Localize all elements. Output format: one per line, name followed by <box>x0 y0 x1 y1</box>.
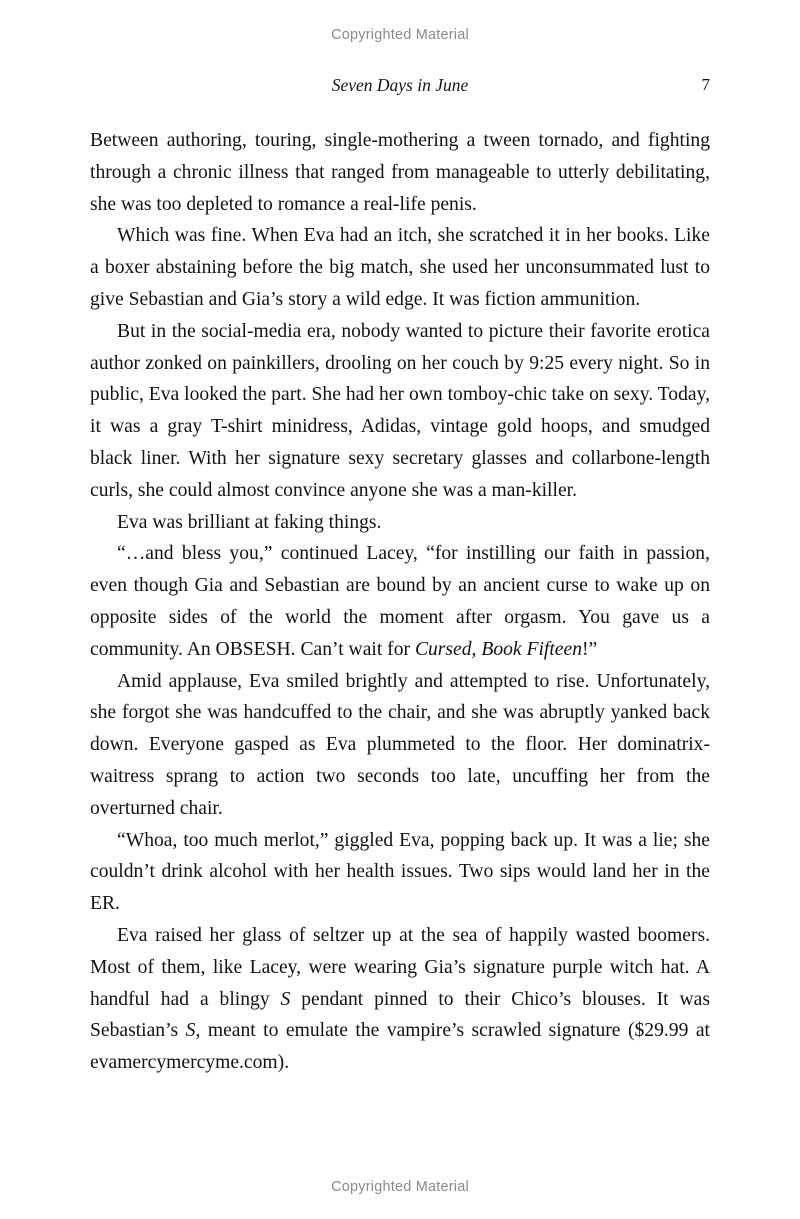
copyright-notice-top: Copyrighted Material <box>331 27 469 43</box>
paragraph <box>90 666 710 825</box>
paragraph <box>90 507 710 539</box>
italic-text-segment: S <box>185 1020 196 1042</box>
text-segment: , meant to emulate the vampire’s scrawled signature ($29.99 at evamercymercyme.com). <box>90 1020 711 1074</box>
paragraph <box>90 920 710 1079</box>
text-segment: Amid applause, Eva smiled brightly and attempted to rise. Unfortunately, she forgot she was handcuffed to the chair, and she was abruptly yanked back down. Everyone gasped as Eva plummeted to the floor. Her dominatrix-waitress sprang to action two seconds too late, uncuffing her from the overturned chair. <box>90 670 710 819</box>
italic-text-segment: S <box>280 988 291 1010</box>
paragraph <box>90 220 710 315</box>
page-number: 7 <box>701 75 710 94</box>
copyright-notice-bottom: Copyrighted Material <box>331 1179 469 1195</box>
text-segment: Which was fine. When Eva had an itch, she scratched it in her books. Like a boxer abstaining before the big match, she used her unconsummated lust to give Sebastian and Gia’s story a wild edge. It was fiction ammunition. <box>90 225 710 310</box>
page-header <box>90 75 710 96</box>
paragraph <box>90 825 710 920</box>
paragraph <box>90 538 710 665</box>
body-text <box>90 125 710 1079</box>
text-segment: !” <box>582 638 598 660</box>
text-segment: But in the social-media era, nobody wanted to picture their favorite erotica author zonked on painkillers, drooling on her couch by 9:25 every night. So in public, Eva looked the part. She had her own tomboy-chic take on sexy. Today, it was a gray T-shirt minidress, Adidas, vintage gold hoops, and smudged black liner. With her signature sexy secretary glasses and collarbone-length curls, she could almost convince anyone she was a man-killer. <box>90 320 710 501</box>
text-segment: pendant pinned to their Chico’s blouses. It was Sebastian’s <box>90 988 710 1042</box>
text-segment: “Whoa, too much merlot,” giggled Eva, popping back up. It was a lie; she couldn’t drink alcohol with her health issues. Two sips would land her in the ER. <box>90 829 710 915</box>
paragraph <box>90 125 710 220</box>
text-segment: Eva raised her glass of seltzer up at the sea of happily wasted boomers. Most of them, like Lacey, were wearing Gia’s signature purple witch hat. A handful had a blingy <box>90 924 710 1010</box>
text-segment: “…and bless you,” continued Lacey, “for instilling our faith in passion, even though Gia and Sebastian are bound by an ancient curse to wake up on opposite sides of the world the moment after orgasm. You gave us a community. An OBSESH. Can’t wait for <box>90 543 710 660</box>
text-segment: Between authoring, touring, single-mothering a tween tornado, and fighting through a chronic illness that ranged from manageable to utterly debilitating, she was too depleted to romance a real-life penis. <box>90 130 710 215</box>
running-head-title: Seven Days in June <box>331 75 469 95</box>
paragraph <box>90 316 710 507</box>
text-segment: Eva was brilliant at faking things. <box>117 511 382 533</box>
italic-text-segment: Cursed, Book Fifteen <box>414 638 582 660</box>
